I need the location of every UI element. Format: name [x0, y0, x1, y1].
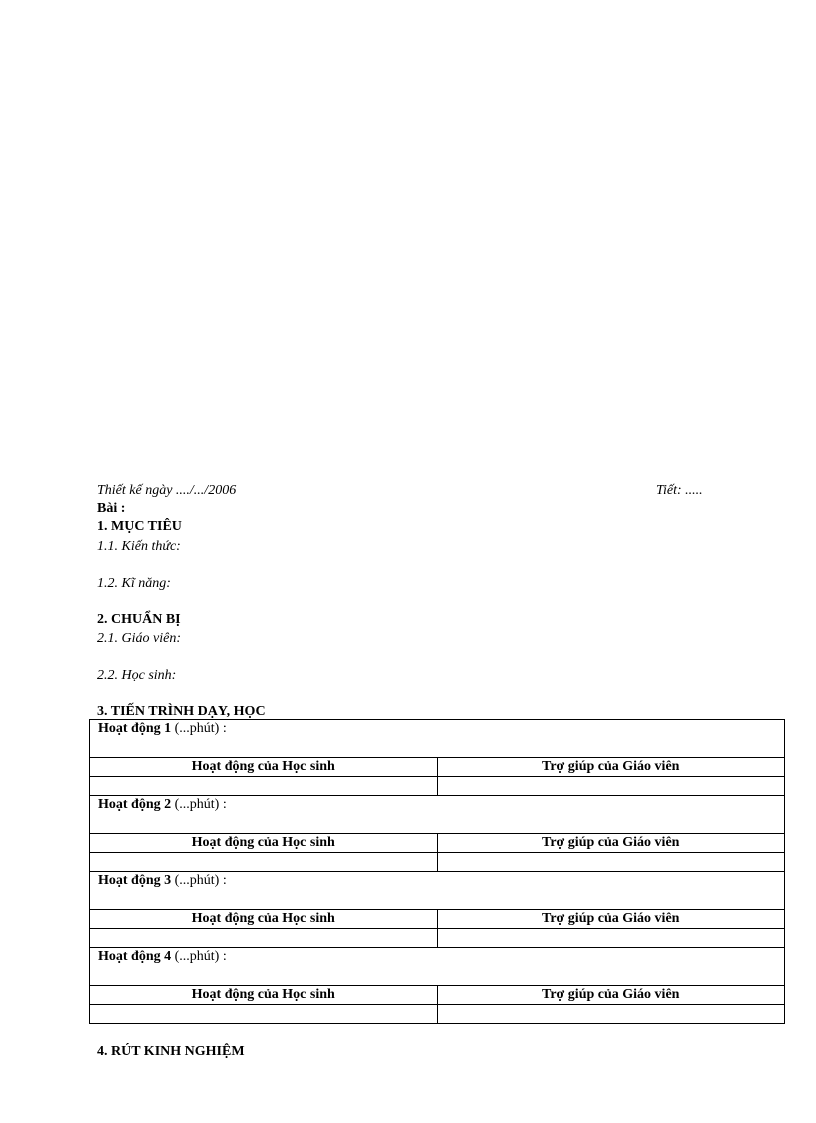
activity-content-row [90, 929, 785, 948]
activity-duration: (...phút) : [171, 873, 227, 888]
period-label: Tiết: ..... [656, 483, 703, 498]
activity-title-cell [90, 872, 785, 910]
activity-header-row [90, 834, 785, 853]
teacher-column-header: Trợ giúp của Giáo viên [437, 834, 785, 853]
student-column-header: Hoạt động của Học sinh [90, 834, 438, 853]
activity-content-row [90, 853, 785, 872]
student-column-header: Hoạt động của Học sinh [90, 758, 438, 777]
section-objectives-title: 1. MỤC TIÊU [97, 519, 182, 534]
activity-name: Hoạt động 3 [98, 873, 172, 888]
activity-title-row [90, 720, 785, 758]
teacher-content-cell [437, 853, 785, 872]
activity-name: Hoạt động 1 [98, 721, 172, 736]
activity-content-row [90, 1005, 785, 1024]
activity-content-row [90, 777, 785, 796]
student-content-cell [90, 777, 438, 796]
design-date: Thiết kế ngày ..../.../2006 [97, 483, 237, 498]
activity-duration: (...phút) : [171, 797, 227, 812]
activity-duration: (...phút) : [171, 949, 227, 964]
student-content-cell [90, 929, 438, 948]
teacher-content-cell [437, 777, 785, 796]
section-preparation-title: 2. CHUẨN BỊ [97, 612, 181, 627]
activity-header-row [90, 910, 785, 929]
activity-header-row [90, 758, 785, 777]
student-column-header: Hoạt động của Học sinh [90, 986, 438, 1005]
teacher-content-cell [437, 929, 785, 948]
section-experience-title: 4. RÚT KINH NGHIỆM [97, 1044, 245, 1059]
section-process-title: 3. TIẾN TRÌNH DẠY, HỌC [97, 704, 266, 719]
activity-title-cell [90, 796, 785, 834]
teacher-content-cell [437, 1005, 785, 1024]
lesson-label: Bài : [97, 501, 126, 516]
activity-name: Hoạt động 4 [98, 949, 172, 964]
teacher-column-header: Trợ giúp của Giáo viên [437, 758, 785, 777]
activity-title-row [90, 948, 785, 986]
activity-title-row [90, 796, 785, 834]
activity-title-cell [90, 720, 785, 758]
lesson-plan-table [89, 719, 785, 1024]
section-knowledge: 1.1. Kiến thức: [97, 539, 181, 554]
student-column-header: Hoạt động của Học sinh [90, 910, 438, 929]
section-skills: 1.2. Kĩ năng: [97, 576, 171, 591]
section-teacher: 2.1. Giáo viên: [97, 631, 181, 646]
activity-header-row [90, 986, 785, 1005]
section-student: 2.2. Học sinh: [97, 668, 177, 683]
activity-title-cell [90, 948, 785, 986]
student-content-cell [90, 1005, 438, 1024]
activity-name: Hoạt động 2 [98, 797, 172, 812]
student-content-cell [90, 853, 438, 872]
teacher-column-header: Trợ giúp của Giáo viên [437, 910, 785, 929]
activity-title-row [90, 872, 785, 910]
activity-duration: (...phút) : [171, 721, 227, 736]
teacher-column-header: Trợ giúp của Giáo viên [437, 986, 785, 1005]
